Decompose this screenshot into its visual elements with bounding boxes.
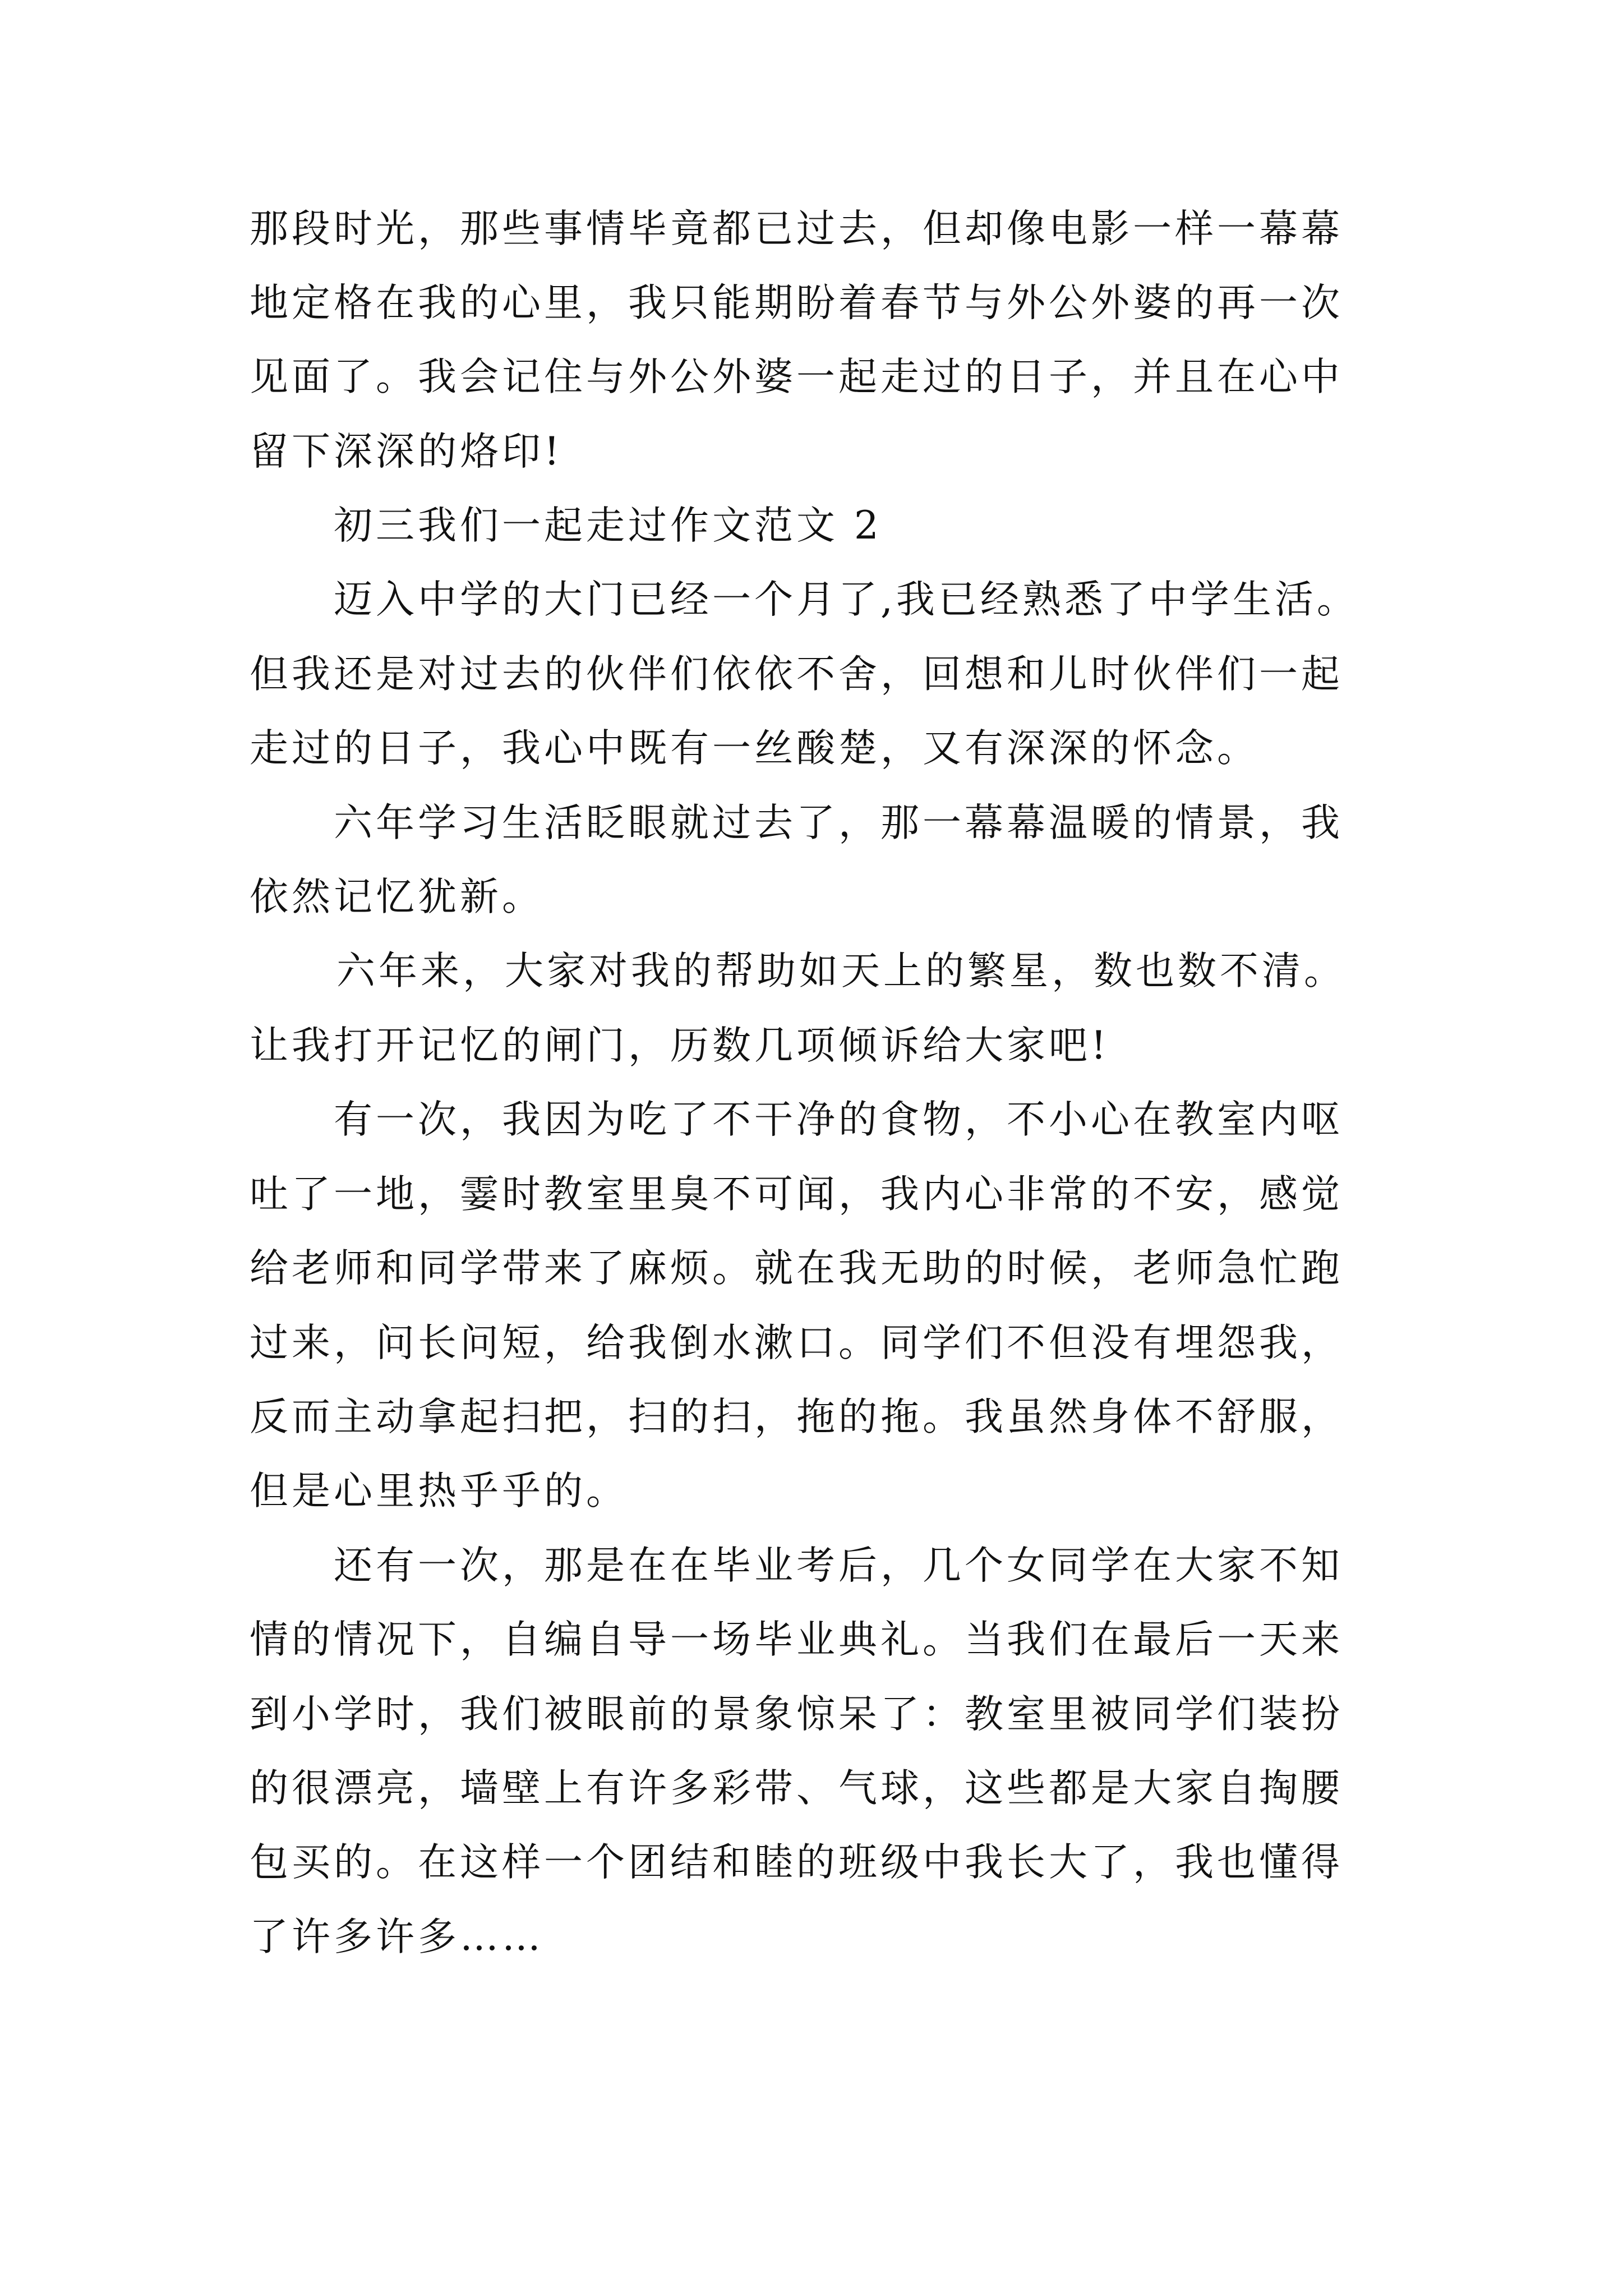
text-line: 见面了。我会记住与外公外婆一起走过的日子，并且在心中 bbox=[250, 355, 1343, 399]
text-line: 但是心里热乎乎的。 bbox=[250, 1469, 628, 1513]
text-line: 还有一次，那是在在毕业考后，几个女同学在大家不知 bbox=[334, 1543, 1343, 1588]
text-line: 留下深深的烙印! bbox=[250, 429, 563, 474]
text-line: 了许多许多…… bbox=[250, 1915, 544, 1959]
text-line: 情的情况下，自编自导一场毕业典礼。当我们在最后一天来 bbox=[250, 1617, 1343, 1662]
text-line: 有一次，我因为吃了不干净的食物，不小心在教室内呕 bbox=[334, 1097, 1343, 1142]
text-line: 但我还是对过去的伙伴们依依不舍，回想和儿时伙伴们一起 bbox=[250, 652, 1343, 697]
text-line: 反而主动拿起扫把，扫的扫，拖的拖。我虽然身体不舒服， bbox=[250, 1395, 1343, 1439]
text-line: 依然记忆犹新。 bbox=[250, 875, 544, 919]
text-line: 让我打开记忆的闸门，历数几项倾诉给大家吧! bbox=[250, 1023, 1110, 1068]
text-line: 走过的日子，我心中既有一丝酸楚，又有深深的怀念。 bbox=[250, 726, 1259, 771]
text-line: 过来，问长问短，给我倒水漱口。同学们不但没有埋怨我， bbox=[250, 1320, 1343, 1365]
section-heading: 初三我们一起走过作文范文 2 bbox=[334, 503, 882, 548]
text-line: 包买的。在这样一个团结和睦的班级中我长大了，我也懂得 bbox=[250, 1840, 1343, 1885]
text-line: 到小学时，我们被眼前的景象惊呆了：教室里被同学们装扮 bbox=[250, 1692, 1343, 1737]
text-line: 迈入中学的大门已经一个月了,我已经熟悉了中学生活。 bbox=[334, 577, 1359, 622]
text-line: 地定格在我的心里，我只能期盼着春节与外公外婆的再一次 bbox=[250, 280, 1343, 325]
text-line: 吐了一地，霎时教室里臭不可闻，我内心非常的不安，感觉 bbox=[250, 1172, 1343, 1217]
text-line: 六年来，大家对我的帮助如天上的繁星，数也数不清。 bbox=[336, 949, 1346, 993]
text-line: 那段时光，那些事情毕竟都已过去，但却像电影一样一幕幕 bbox=[250, 206, 1343, 251]
text-line: 给老师和同学带来了麻烦。就在我无助的时候，老师急忙跑 bbox=[250, 1246, 1343, 1291]
text-line: 的很漂亮，墙壁上有许多彩带、气球，这些都是大家自掏腰 bbox=[250, 1766, 1343, 1811]
text-line: 六年学习生活眨眼就过去了，那一幕幕温暖的情景，我 bbox=[334, 800, 1343, 845]
